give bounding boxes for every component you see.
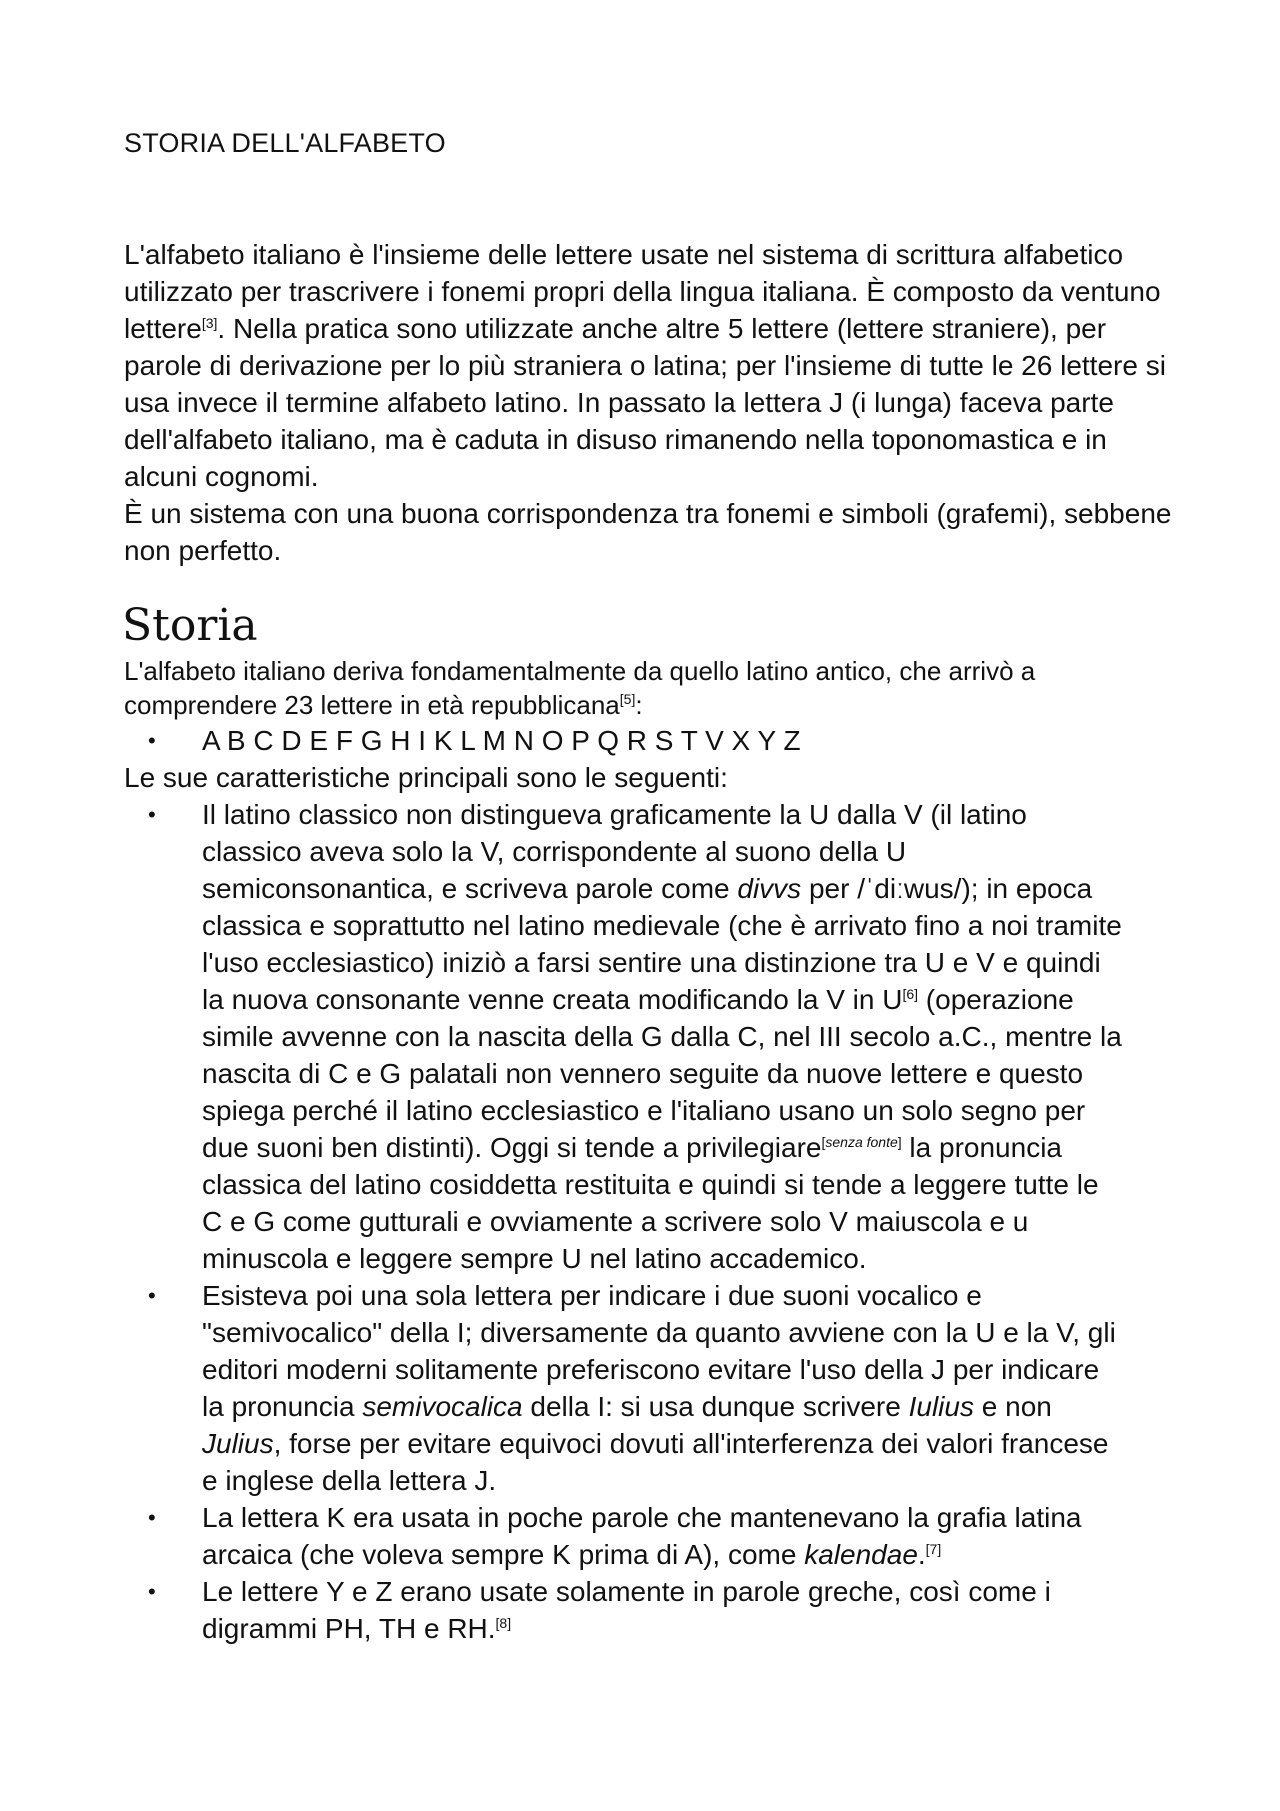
item-text: . xyxy=(917,1539,926,1570)
ref-bracket: [ xyxy=(821,1134,826,1150)
storia-section xyxy=(124,654,1184,1647)
bullet-icon: • xyxy=(148,728,156,753)
storia-lead-text: L'alfabeto italiano deriva fondamentalmente da quello latino antico, che arrivò a comprendere 23 lettere in età repubblicana xyxy=(124,656,1036,720)
citation-needed-ref[interactable] xyxy=(821,1134,901,1150)
citation-needed-text: senza fonte xyxy=(825,1134,898,1150)
item-text: e non xyxy=(973,1391,1052,1422)
intro-text: L'alfabeto italiano è l'insieme delle lettere usate nel sistema di scrittura alfabetico utilizzato per trascrivere i fonemi propri della lingua italiana. È composto da ventuno lettere xyxy=(124,239,1161,344)
features-list xyxy=(124,796,1124,1647)
citation-ref[interactable]: [7] xyxy=(925,1541,942,1557)
citation-ref[interactable]: [3] xyxy=(201,315,218,331)
item-emphasis: semivocalica xyxy=(362,1391,523,1422)
list-item xyxy=(124,1277,1124,1499)
item-emphasis: kalendae xyxy=(804,1539,918,1570)
item-text: La lettera K era usata in poche parole che mantenevano la grafia latina arcaica (che voleva sempre K prima di A), come xyxy=(202,1502,1082,1570)
alphabet-letters: A B C D E F G H I K L M N O P Q R S T V X Y Z xyxy=(202,725,801,756)
intro-paragraph-2: È un sistema con una buona corrispondenza tra fonemi e simboli (grafemi), sebbene non perfetto. xyxy=(124,498,1172,566)
bullet-icon: • xyxy=(148,1579,156,1604)
intro-section xyxy=(124,236,1174,569)
item-text: la pronuncia classica del latino cosiddetta restituita e quindi si tende a leggere tutte le C e G come gutturali e ovviamente a scrivere solo V maiuscola e u minuscola e leggere sempre U nel latino accademico. xyxy=(202,1132,1099,1274)
document-title: STORIA DELL'ALFABETO xyxy=(124,128,446,158)
citation-ref[interactable]: [6] xyxy=(902,986,919,1002)
item-emphasis: Iulius xyxy=(908,1391,974,1422)
features-intro: Le sue caratteristiche principali sono le seguenti: xyxy=(124,762,728,793)
item-text: Esisteva poi una sola lettera per indicare i due suoni vocalico e "semivocalico" della I; diversamente da quanto avviene con la U e la V, gli editori moderni solitamente preferiscono evitare l'uso della J per indicare la pronuncia xyxy=(202,1280,1116,1422)
bullet-icon: • xyxy=(148,1283,156,1308)
alphabet-list xyxy=(124,722,1184,759)
item-text: (operazione simile avvenne con la nascita della G dalla C, nel III secolo a.C., mentre la nascita di C e G palatali non vennero seguite da nuove lettere e questo spiega perché il latino ecclesiastico e l'italiano usano un solo segno per due suoni ben distinti). Oggi si tende a privilegiare xyxy=(202,984,1122,1163)
ref-bracket: ] xyxy=(897,1134,902,1150)
item-text: Il latino classico non distingueva graficamente la U dalla V (il latino classico aveva solo la V, corrispondente al suono della U semiconsonantica, e scriveva parole come xyxy=(202,799,1027,904)
storia-lead-text: : xyxy=(635,690,643,720)
item-text: della I: si usa dunque scrivere xyxy=(522,1391,909,1422)
item-emphasis: Julius xyxy=(202,1428,274,1459)
bullet-icon: • xyxy=(148,802,156,827)
section-heading-storia: Storia xyxy=(122,600,258,651)
citation-ref[interactable]: [5] xyxy=(619,691,636,707)
bullet-icon: • xyxy=(148,1505,156,1530)
item-text: , forse per evitare equivoci dovuti all'interferenza dei valori francese e inglese della lettera J. xyxy=(202,1428,1109,1496)
list-item xyxy=(124,1573,1124,1647)
item-text: per /ˈdiːwus/); in epoca classica e soprattutto nel latino medievale (che è arrivato fino a noi tramite l'uso ecclesiastico) iniziò a farsi sentire una distinzione tra U e V e quindi la nuova consonante venne creata modificando la V in U xyxy=(202,873,1122,1015)
item-emphasis: divvs xyxy=(737,873,802,904)
intro-text: . Nella pratica sono utilizzate anche altre 5 lettere (lettere straniere), per parole di derivazione per lo più straniera o latina; per l'insieme di tutte le 26 lettere si usa invece il termine alfabeto latino. In passato la lettera J (i lunga) faceva parte dell'alfabeto italiano, ma è caduta in disuso rimanendo nella toponomastica e in alcuni cognomi. xyxy=(124,313,1166,492)
item-text: Le lettere Y e Z erano usate solamente in parole greche, così come i digrammi PH, TH e RH. xyxy=(202,1576,1051,1644)
list-item xyxy=(124,1499,1124,1573)
list-item xyxy=(124,722,1184,759)
citation-ref[interactable]: [8] xyxy=(495,1615,512,1631)
list-item xyxy=(124,796,1124,1277)
storia-lead-paragraph xyxy=(124,654,1184,722)
intro-paragraph-1 xyxy=(124,236,1174,495)
